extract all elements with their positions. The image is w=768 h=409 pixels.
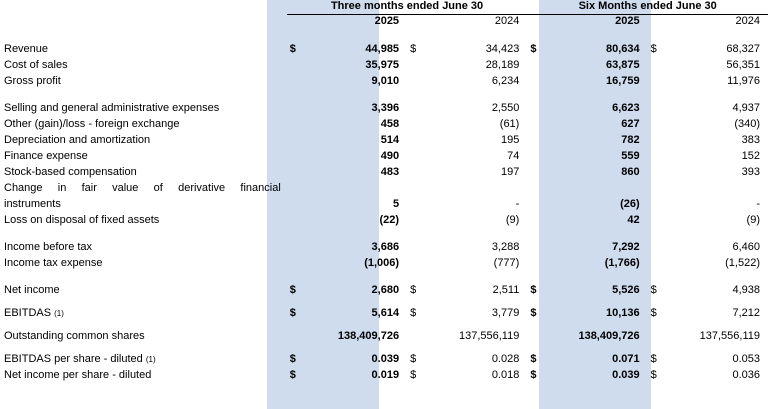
table-row	[0, 280, 768, 296]
row-currency-s-current: $	[530, 353, 537, 365]
row-value-q-current: 0.039	[371, 353, 400, 365]
row-currency-s-current: $	[530, 284, 537, 296]
row-currency-s-current	[527, 71, 544, 87]
row-value-q-prior: 137,556,119	[458, 330, 520, 342]
row-value-q-prior: 0.018	[491, 369, 520, 381]
row-label: Loss on disposal of fixed assets	[4, 214, 160, 226]
row-value-s-current: 860	[621, 166, 640, 178]
row-label: Depreciation and amortization	[4, 134, 151, 146]
table-row	[0, 365, 768, 381]
row-value-s-prior: (1,522)	[725, 257, 760, 269]
row-currency-s-current	[527, 146, 544, 162]
header-year-s-current: 2025	[615, 15, 640, 27]
row-value-s-prior: 0.036	[732, 369, 760, 381]
row-currency-s-current: $	[530, 369, 537, 381]
row-currency-s-prior	[648, 194, 665, 210]
row-currency-q-prior	[407, 55, 424, 71]
table-header-years	[0, 15, 768, 29]
spacer-row-1	[0, 28, 768, 39]
row-label: Cost of sales	[4, 59, 68, 71]
row-currency-s-prior: $	[650, 353, 657, 365]
row-value-q-prior: -	[515, 198, 520, 210]
table-row	[0, 326, 768, 342]
row-value-s-prior-empty	[665, 178, 768, 194]
row-value-q-prior: 3,779	[491, 307, 520, 319]
row-currency-q-current: $	[289, 353, 296, 365]
row-value-q-prior: (61)	[499, 118, 520, 130]
row-value-s-prior: (340)	[734, 118, 760, 130]
spacer-row-7	[0, 342, 768, 349]
row-label-cell	[0, 303, 287, 319]
row-label: Gross profit	[4, 75, 61, 87]
row-currency-q-current: $	[289, 307, 296, 319]
row-currency-s-current	[527, 326, 544, 342]
row-currency-q-current	[287, 194, 304, 210]
row-currency-q-prior	[407, 162, 424, 178]
row-currency-s-prior: $	[650, 43, 657, 55]
row-value-s-current: 42	[627, 214, 640, 226]
row-label: Income before tax	[4, 241, 93, 253]
row-currency-s-prior	[648, 114, 665, 130]
row-value-q-prior: 195	[500, 134, 520, 146]
row-currency-q-prior-empty	[407, 178, 424, 194]
row-value-q-current: 2,680	[371, 284, 400, 296]
row-value-s-current: 63,875	[605, 59, 640, 71]
row-currency-q-current-empty	[287, 178, 304, 194]
row-currency-s-current	[527, 237, 544, 253]
row-currency-s-prior: $	[650, 284, 657, 296]
row-value-q-prior: 197	[500, 166, 520, 178]
header-cur-blank-q2	[407, 15, 424, 29]
row-currency-s-current: $	[530, 307, 537, 319]
row-value-q-prior: 2,550	[491, 102, 520, 114]
row-currency-s-prior	[648, 130, 665, 146]
row-value-s-prior: 56,351	[726, 59, 760, 71]
row-value-s-current-empty	[545, 178, 648, 194]
row-currency-q-prior: $	[410, 43, 417, 55]
row-value-q-prior: 3,288	[491, 241, 520, 253]
header-cur-blank-s2	[648, 15, 665, 29]
row-value-s-prior: (9)	[746, 214, 760, 226]
row-currency-s-current	[527, 162, 544, 178]
row-value-q-current: 0.019	[371, 369, 400, 381]
row-currency-q-current	[287, 71, 304, 87]
row-value-q-current: 35,975	[365, 59, 400, 71]
row-value-s-prior: 7,212	[732, 307, 760, 319]
row-currency-s-current: $	[530, 43, 537, 55]
row-value-q-prior-empty	[424, 178, 527, 194]
row-currency-s-current	[527, 114, 544, 130]
row-value-q-prior: 34,423	[485, 43, 520, 55]
table-row	[0, 98, 768, 114]
row-currency-s-prior	[648, 71, 665, 87]
row-currency-q-prior	[407, 210, 424, 226]
table-row	[0, 55, 768, 71]
row-value-q-current: 5,614	[371, 307, 400, 319]
row-value-s-current: 138,409,726	[578, 330, 640, 342]
row-value-q-prior: (9)	[505, 214, 520, 226]
row-currency-q-prior: $	[410, 353, 417, 365]
table-row	[0, 146, 768, 162]
table-row	[0, 194, 768, 210]
row-value-q-current: 5	[392, 198, 400, 210]
row-currency-q-current: $	[289, 43, 296, 55]
row-value-q-prior: 6,234	[491, 75, 520, 87]
row-currency-s-current	[527, 210, 544, 226]
row-currency-q-prior	[407, 98, 424, 114]
header-six-months: Six Months ended June 30	[527, 0, 768, 15]
row-label-cell	[0, 349, 287, 365]
row-value-s-current: 10,136	[605, 307, 640, 319]
row-currency-q-prior	[407, 237, 424, 253]
row-currency-s-prior	[648, 146, 665, 162]
row-currency-s-prior	[648, 55, 665, 71]
row-currency-q-prior: $	[410, 369, 417, 381]
row-value-q-prior: 0.028	[491, 353, 520, 365]
header-cur-blank-q1	[287, 15, 304, 29]
row-value-s-prior: 152	[741, 150, 760, 162]
row-currency-q-prior: $	[410, 307, 417, 319]
row-currency-s-prior: $	[650, 369, 657, 381]
row-value-s-prior: 68,327	[726, 43, 760, 55]
row-value-s-prior: 0.053	[732, 353, 760, 365]
row-currency-q-current	[287, 326, 304, 342]
header-year-q-current: 2025	[374, 15, 400, 27]
table-row	[0, 210, 768, 226]
row-value-q-prior: 28,189	[485, 59, 520, 71]
row-value-s-current: 0.071	[612, 353, 640, 365]
row-value-s-current: 16,759	[605, 75, 640, 87]
row-currency-s-current	[527, 98, 544, 114]
row-label: EBITDAS per share - diluted	[4, 353, 143, 365]
row-currency-s-prior	[648, 210, 665, 226]
row-value-s-current: (26)	[620, 198, 640, 210]
row-currency-s-prior	[648, 162, 665, 178]
row-value-s-prior: 383	[741, 134, 760, 146]
row-label: Net income	[4, 284, 60, 296]
table-row	[0, 114, 768, 130]
row-currency-q-current	[287, 55, 304, 71]
row-currency-s-prior: $	[650, 307, 657, 319]
row-value-s-prior: 4,937	[732, 102, 760, 114]
row-currency-s-prior-empty	[648, 178, 665, 194]
spacer-row-2	[0, 87, 768, 98]
row-label: Stock-based compensation	[4, 166, 137, 178]
row-currency-s-current	[527, 253, 544, 269]
row-currency-q-prior	[407, 71, 424, 87]
row-value-q-prior: (777)	[493, 257, 520, 269]
row-value-s-current: 559	[621, 150, 640, 162]
row-currency-s-current	[527, 194, 544, 210]
row-currency-q-current	[287, 237, 304, 253]
row-currency-q-current	[287, 130, 304, 146]
row-value-s-current: 6,623	[612, 102, 640, 114]
row-currency-q-current	[287, 114, 304, 130]
row-value-q-current-empty	[304, 178, 407, 194]
header-year-s-prior: 2024	[735, 15, 760, 27]
row-value-q-prior: 2,511	[492, 284, 520, 296]
row-value-s-prior: -	[756, 198, 760, 210]
row-currency-q-current: $	[289, 284, 296, 296]
table-row	[0, 162, 768, 178]
row-value-s-current: 80,634	[605, 43, 640, 55]
row-value-q-current: 458	[380, 118, 400, 130]
row-value-s-prior: 11,976	[727, 75, 760, 87]
header-blank-label-2	[0, 15, 287, 29]
row-currency-q-prior	[407, 326, 424, 342]
row-value-s-current: 0.039	[612, 369, 640, 381]
row-label-footnote: (1)	[145, 355, 156, 364]
row-currency-q-prior: $	[410, 284, 417, 296]
row-currency-s-prior	[648, 253, 665, 269]
row-currency-s-prior	[648, 237, 665, 253]
row-label: Revenue	[4, 43, 49, 55]
row-value-q-current: 3,396	[371, 102, 400, 114]
row-label: Outstanding common shares	[4, 330, 145, 342]
table-row	[0, 71, 768, 87]
table-row	[0, 253, 768, 269]
row-currency-s-current	[527, 55, 544, 71]
row-value-q-current: 44,985	[365, 43, 400, 55]
spacer-row-6	[0, 319, 768, 326]
row-value-q-current: 483	[380, 166, 400, 178]
header-three-months: Three months ended June 30	[287, 0, 528, 15]
row-value-q-current: 514	[380, 134, 400, 146]
row-value-s-prior: 393	[741, 166, 760, 178]
row-value-q-current: 3,686	[371, 241, 400, 253]
row-value-q-current: (22)	[379, 214, 400, 226]
row-value-s-prior: 137,556,119	[699, 330, 760, 342]
spacer-row-4	[0, 269, 768, 280]
row-label: Selling and general administrative expenses	[4, 102, 220, 114]
row-currency-s-prior	[648, 326, 665, 342]
header-year-q-prior: 2024	[494, 15, 520, 27]
row-currency-q-current	[287, 162, 304, 178]
row-value-q-prior: 74	[507, 150, 520, 162]
table-row	[0, 303, 768, 319]
row-value-s-current: 627	[621, 118, 640, 130]
row-label: Finance expense	[4, 150, 88, 162]
row-value-s-current: (1,766)	[604, 257, 640, 269]
row-label: Income tax expense	[4, 257, 103, 269]
table-row	[0, 130, 768, 146]
row-label: EBITDAS	[4, 307, 52, 319]
table-row	[0, 178, 768, 194]
row-currency-q-prior	[407, 253, 424, 269]
row-currency-q-current: $	[289, 369, 296, 381]
header-blank-label	[0, 0, 287, 15]
row-currency-q-prior	[407, 130, 424, 146]
row-value-s-current: 7,292	[612, 241, 640, 253]
row-value-q-current: (1,006)	[364, 257, 400, 269]
row-label: Net income per share - diluted	[4, 369, 152, 381]
row-currency-q-current	[287, 253, 304, 269]
row-value-q-current: 490	[380, 150, 400, 162]
header-cur-blank-s1	[527, 15, 544, 29]
row-value-s-current: 5,526	[612, 284, 640, 296]
row-currency-q-prior	[407, 194, 424, 210]
row-label-footnote: (1)	[54, 309, 64, 318]
table-row	[0, 237, 768, 253]
row-currency-q-current	[287, 98, 304, 114]
row-value-q-current: 138,409,726	[337, 330, 400, 342]
row-label: Other (gain)/loss - foreign exchange	[4, 118, 180, 130]
table-row	[0, 349, 768, 365]
row-currency-q-prior	[407, 114, 424, 130]
row-value-q-current: 9,010	[371, 75, 400, 87]
row-label-line-1: Change in fair value of derivative financial	[4, 182, 281, 194]
row-value-s-prior: 6,460	[732, 241, 760, 253]
table-header-periods	[0, 0, 768, 15]
row-currency-q-prior	[407, 146, 424, 162]
spacer-row-3	[0, 226, 768, 237]
row-value-s-current: 782	[621, 134, 640, 146]
row-currency-q-current	[287, 146, 304, 162]
table-row	[0, 39, 768, 55]
row-currency-q-current	[287, 210, 304, 226]
spacer-row-5	[0, 296, 768, 303]
row-label-line-2: instruments	[4, 198, 61, 210]
row-currency-s-current-empty	[527, 178, 544, 194]
row-currency-s-prior	[648, 98, 665, 114]
row-currency-s-current	[527, 130, 544, 146]
row-value-s-prior: 4,938	[732, 284, 760, 296]
